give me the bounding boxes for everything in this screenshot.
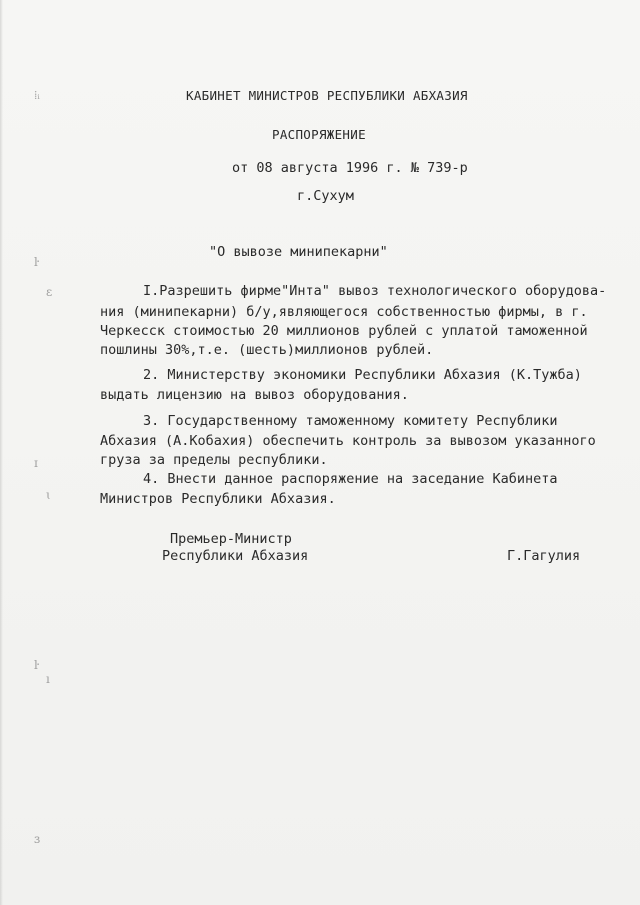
margin-mark: ŀ [34,255,38,269]
paragraph-4-line: 4. Внести данное распоряжение на заседание Кабинета [143,471,558,487]
paragraph-1-line: пошлины 30%,т.е. (шесть)миллионов рублей. [100,342,434,358]
paragraph-1-line: I.Разрешить фирме"Инта" вывоз технологического оборудова- [143,283,607,299]
margin-mark: ı [46,672,50,686]
subject-line: "О вывозе минипекарни" [209,244,388,260]
paragraph-1-line: ния (минипекарни) б/у,являющегося собственностью фирмы, в г. [100,304,588,320]
city: г.Сухум [297,188,354,204]
margin-mark: ɜ [34,832,41,846]
date-and-number: от 08 августа 1996 г. № 739-р [232,160,468,176]
signatory-title-2: Республики Абхазия [162,548,309,564]
paragraph-4-line: Министров Республики Абхазия. [100,491,336,507]
margin-mark: ɛ [46,285,53,299]
paragraph-3-line: груза за пределы республики. [100,452,328,468]
page-edge-shadow [0,0,3,905]
signatory-name: Г.Гагулия [507,548,581,564]
paragraph-2-line: выдать лицензию на вывоз оборудования. [100,387,409,403]
signatory-title: Премьер-Министр [170,531,292,547]
paragraph-3-line: Абхазия (А.Кобахия) обеспечить контроль за вывозом указанного [100,433,596,449]
paragraph-2-line: 2. Министерству экономики Республики Абхазия (К.Тужба) [143,367,582,383]
organization-title: КАБИНЕТ МИНИСТРОВ РЕСПУБЛИКИ АБХАЗИЯ [186,88,468,103]
margin-mark: ɪ [34,456,38,470]
paragraph-3-line: 3. Государственному таможенному комитету Республики [143,413,558,429]
document-type: РАСПОРЯЖЕНИЕ [272,127,366,142]
paragraph-1-line: Черкесск стоимостью 20 миллионов рублей с уплатой таможенной [100,323,588,339]
margin-mark: ŀ [34,658,38,672]
margin-mark: ⁞ᵢ [34,88,40,102]
margin-mark: ɩ [46,488,51,502]
